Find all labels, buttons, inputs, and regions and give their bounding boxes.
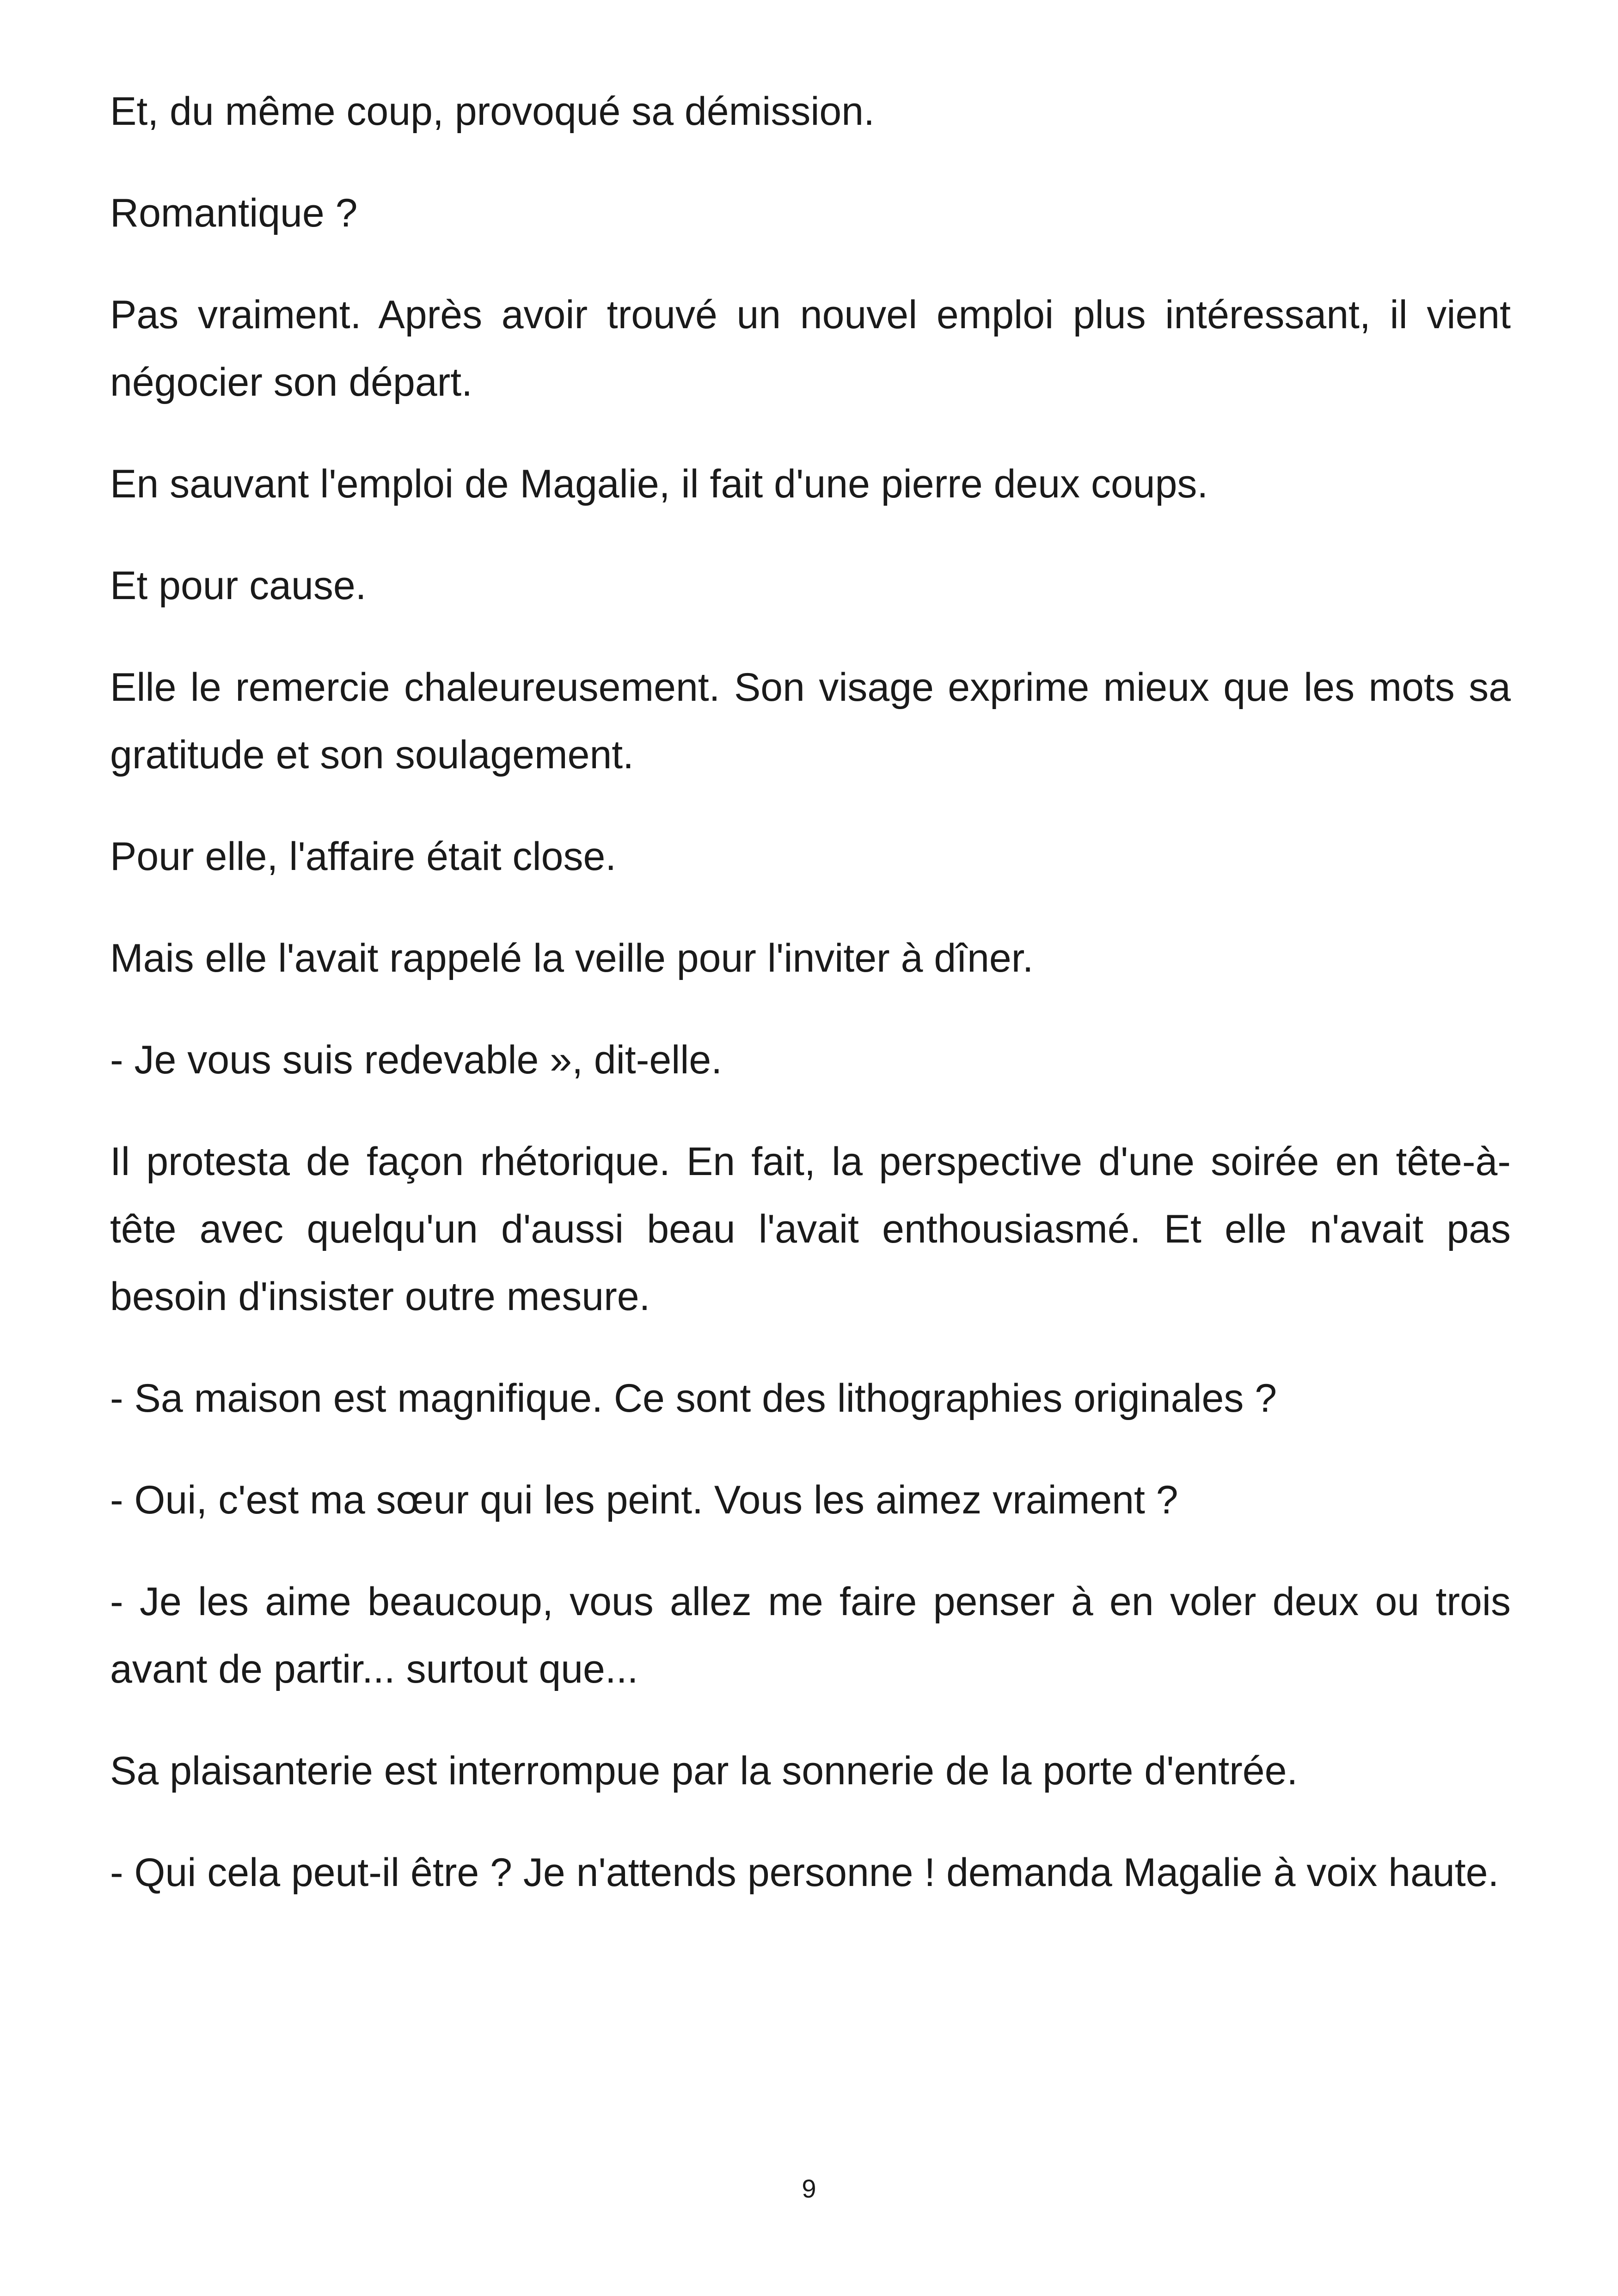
paragraph: En sauvant l'emploi de Magalie, il fait d'une pierre deux coups. xyxy=(110,462,1208,506)
paragraph: - Sa maison est magnifique. Ce sont des lithographies originales ? xyxy=(110,1376,1277,1420)
paragraph: - Je vous suis redevable », dit-elle. xyxy=(110,1038,723,1082)
paragraph: Et, du même coup, provoqué sa démission. xyxy=(110,89,875,134)
page-number: 9 xyxy=(802,2174,816,2203)
body-text xyxy=(110,78,1511,1941)
paragraph: Il protesta de façon rhétorique. En fait, la perspective d'une soirée en tête-à-tête avec quelqu'un d'aussi beau l'avait enthousiasmé. Et elle n'avait pas besoin d'insister outre mesure. xyxy=(110,1139,1511,1319)
paragraph: - Qui cela peut-il être ? Je n'attends personne ! demanda Magalie à voix haute. xyxy=(110,1850,1499,1895)
paragraph: Pour elle, l'affaire était close. xyxy=(110,834,617,879)
paragraph: - Oui, c'est ma sœur qui les peint. Vous les aimez vraiment ? xyxy=(110,1478,1178,1522)
paragraph: Et pour cause. xyxy=(110,563,367,608)
paragraph: Mais elle l'avait rappelé la veille pour l'inviter à dîner. xyxy=(110,936,1034,980)
paragraph: - Je les aime beaucoup, vous allez me faire penser à en voler deux ou trois avant de partir... surtout que... xyxy=(110,1580,1511,1691)
paragraph: Elle le remercie chaleureusement. Son visage exprime mieux que les mots sa gratitude et son soulagement. xyxy=(110,665,1511,777)
paragraph: Romantique ? xyxy=(110,191,358,235)
paragraph: Pas vraiment. Après avoir trouvé un nouvel emploi plus intéressant, il vient négocier son départ. xyxy=(110,293,1511,404)
paragraph: Sa plaisanterie est interrompue par la sonnerie de la porte d'entrée. xyxy=(110,1749,1298,1793)
